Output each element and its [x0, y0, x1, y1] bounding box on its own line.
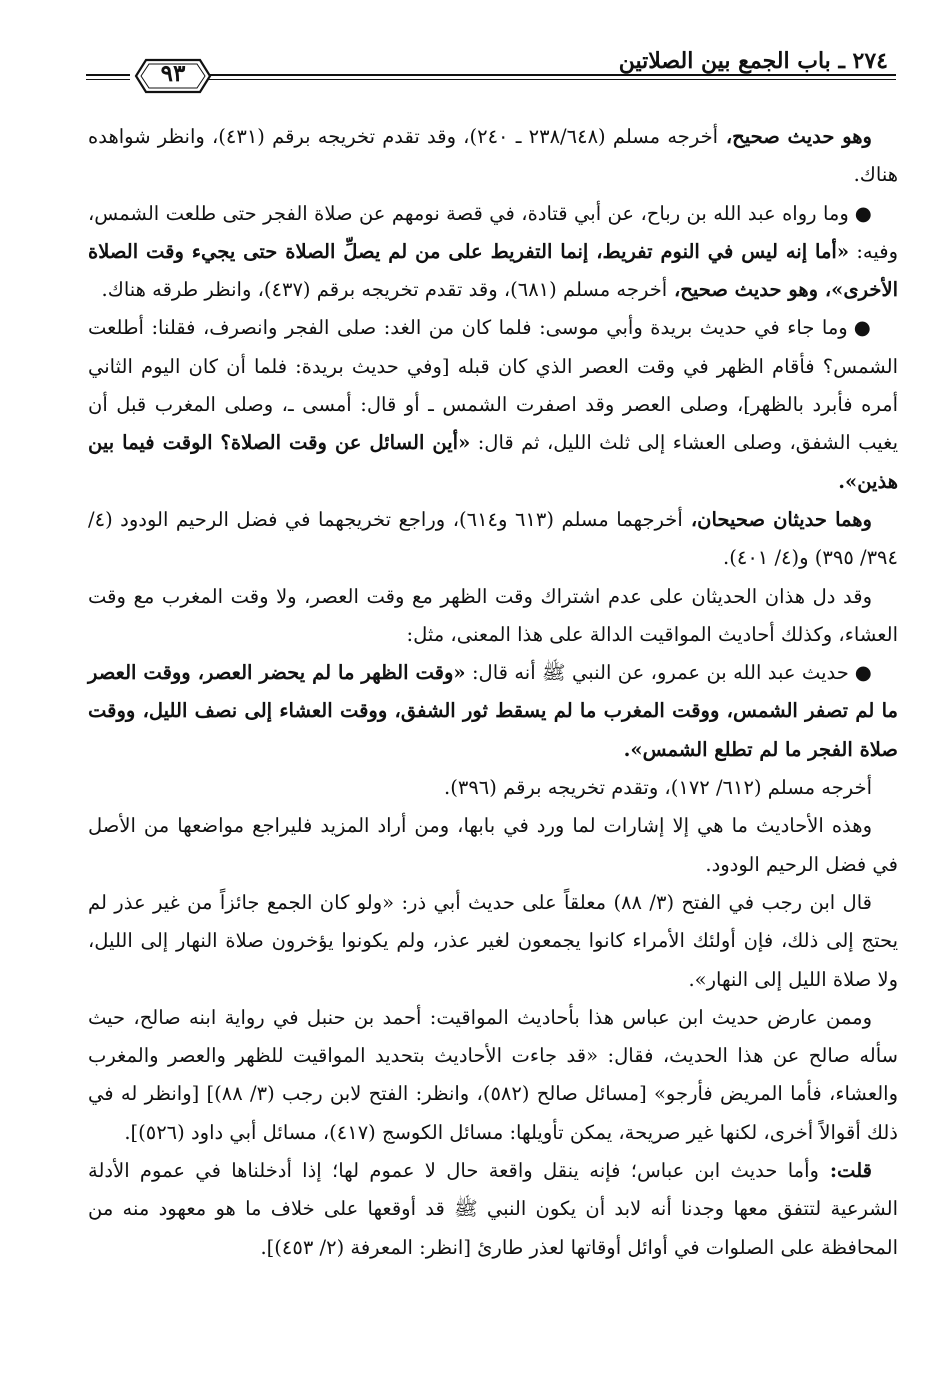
paragraph-p7: [88, 769, 898, 807]
text-segment: وما رواه عبد الله بن رباح، عن أبي قتادة، في قصة نومهم عن صلاة الفجر حتى طلعت الشمس، وفيه:: [88, 201, 898, 263]
paragraph-p4: [88, 501, 898, 578]
bold-text-segment: قلت:: [818, 1159, 872, 1183]
header-rule-long-thin: [208, 79, 896, 80]
bullet-icon: ●: [853, 316, 872, 340]
page-number-badge: [130, 56, 216, 96]
paragraph-p5: [88, 578, 898, 655]
paragraph-p11: [88, 1152, 898, 1267]
paragraph-p2: [88, 195, 898, 310]
paragraph-p8: [88, 807, 898, 884]
paragraph-p1: [88, 118, 898, 195]
text-segment: أخرجه مسلم (٦١٢/ ١٧٢)، وتقدم تخريجه برقم (٣٩٦).: [444, 776, 872, 800]
bold-text-segment: وهو حديث صحيح،: [718, 125, 872, 148]
text-segment: أخرجه مسلم (٦٨١)، وقد تقدم تخريجه برقم (٤٣٧)، وانظر طرقه هناك.: [101, 278, 668, 302]
page-header: [86, 44, 896, 106]
bold-text-segment: «أما إنه ليس في النوم تفريط، إنما التفريط على من لم يصلِّ الصلاة حتى يجيء وقت الصلاة الأخرى»، وهو حديث صحيح،: [88, 239, 898, 302]
header-rule-short-thin: [86, 79, 130, 80]
text-segment: قال ابن رجب في الفتح (٣/ ٨٨) معلقاً على حديث أبي ذر: «ولو كان الجمع جائزاً من غير عذر لم يحتج إلى ذلك، فإن أولئك الأمراء كانوا يجمعون لغير عذر، ولم يكونوا يؤخرون صلاة النهار إلى الليل، ولا صلاة الليل إلى النهار».: [88, 890, 898, 991]
bold-text-segment: «وقت الظهر ما لم يحضر العصر، ووقت العصر ما لم تصفر الشمس، ووقت المغرب ما لم يسقط ثور الشفق، ووقت العشاء إلى نصف الليل، ووقت صلاة الفجر ما لم تطلع الشمس».: [88, 661, 898, 761]
paragraph-p9: [88, 884, 898, 999]
text-segment: وقد دل هذان الحديثان على عدم اشتراك وقت الظهر مع وقت العصر، ولا وقت المغرب مع وقت العشاء، وكذلك أحاديث المواقيت الدالة على هذا المعنى، مثل:: [88, 584, 898, 646]
text-segment: وممن عارض حديث ابن عباس هذا بأحاديث المواقيت: أحمد بن حنبل في رواية ابنه صالح، حيث سأله صالح عن هذا الحديث، فقال: «قد جاءت الأحاديث بتحديد المواقيت للظهر والعصر والمغرب والعشاء، فأما المريض فأرجو» [مسائل صالح (٥٨٢)، وانظر: الفتح لابن رجب (٣/ ٨٨)] [وانظر له في ذلك أقوالاً أخرى، لكنها غير صريحة، يمكن تأويلها: مسائل الكوسج (٤١٧)، مسائل أبي داود (٥٢٦)].: [88, 1005, 899, 1144]
text-segment: حديث عبد الله بن عمرو، عن النبي ﷺ أنه قال:: [465, 661, 849, 685]
paragraph-p6: [88, 654, 898, 769]
text-segment: وأما حديث ابن عباس؛ فإنه ينقل واقعة حال لا عموم لها؛ إذا أدخلناها في عموم الأدلة الشرعية لتتفق معها وجدنا أنه لابد أن يكون النبي ﷺ قد أوقعها على خلاف ما هو معهود منه من المحافظة على الصلوات في أوائل أوقاتها لعذر طارئ [انظر: المعرفة (٢/ ٤٥٣)].: [88, 1159, 898, 1259]
text-segment: أخرجهما مسلم (٦١٣ و٦١٤)، وراجع تخريجهما في فضل الرحيم الودود (٤/ ٣٩٤/ ٣٩٥) و(٤/ ٤٠١).: [88, 507, 898, 570]
bullet-icon: ●: [854, 201, 872, 225]
bold-text-segment: وهما حديثان صحيحان،: [682, 507, 872, 531]
body-text: [88, 118, 898, 1267]
bold-text-segment: «أين السائل عن وقت الصلاة؟ الوقت فيما بين هذين».: [88, 431, 898, 493]
header-rule-short: [86, 74, 130, 76]
text-segment: وهذه الأحاديث ما هي إلا إشارات لما ورد في بابها، ومن أراد المزيد فليراجع مواضعها من الأصل في فضل الرحيم الودود.: [88, 814, 898, 876]
bullet-icon: ●: [854, 661, 873, 685]
page-number: ٩٣: [160, 60, 186, 87]
paragraph-p10: [88, 999, 898, 1152]
header-rule-long: [208, 74, 896, 76]
text-segment: أخرجه مسلم (٢٣٨/٦٤٨ ـ ٢٤٠)، وقد تقدم تخريجه برقم (٤٣١)، وانظر شواهده هناك.: [88, 125, 898, 187]
running-title: ٢٧٤ ـ باب الجمع بين الصلاتين: [618, 48, 888, 74]
text-segment: وما جاء في حديث بريدة وأبي موسى: فلما كان من الغد: صلى الفجر وانصرف، فقلنا: أطلعت الشمس؟ فأقام الظهر في وقت العصر الذي كان قبله [وفي حديث بريدة: فلما أن كان اليوم الثاني أمره فأبرد بالظهر]، وصلى العصر وقد اصفرت الشمس ـ أو قال: أمسى ـ، وصلى المغرب قبل أن يغيب الشفق، وصلى العشاء إلى ثلث الليل، ثم قال:: [88, 316, 898, 455]
paragraph-p3: [88, 309, 898, 500]
